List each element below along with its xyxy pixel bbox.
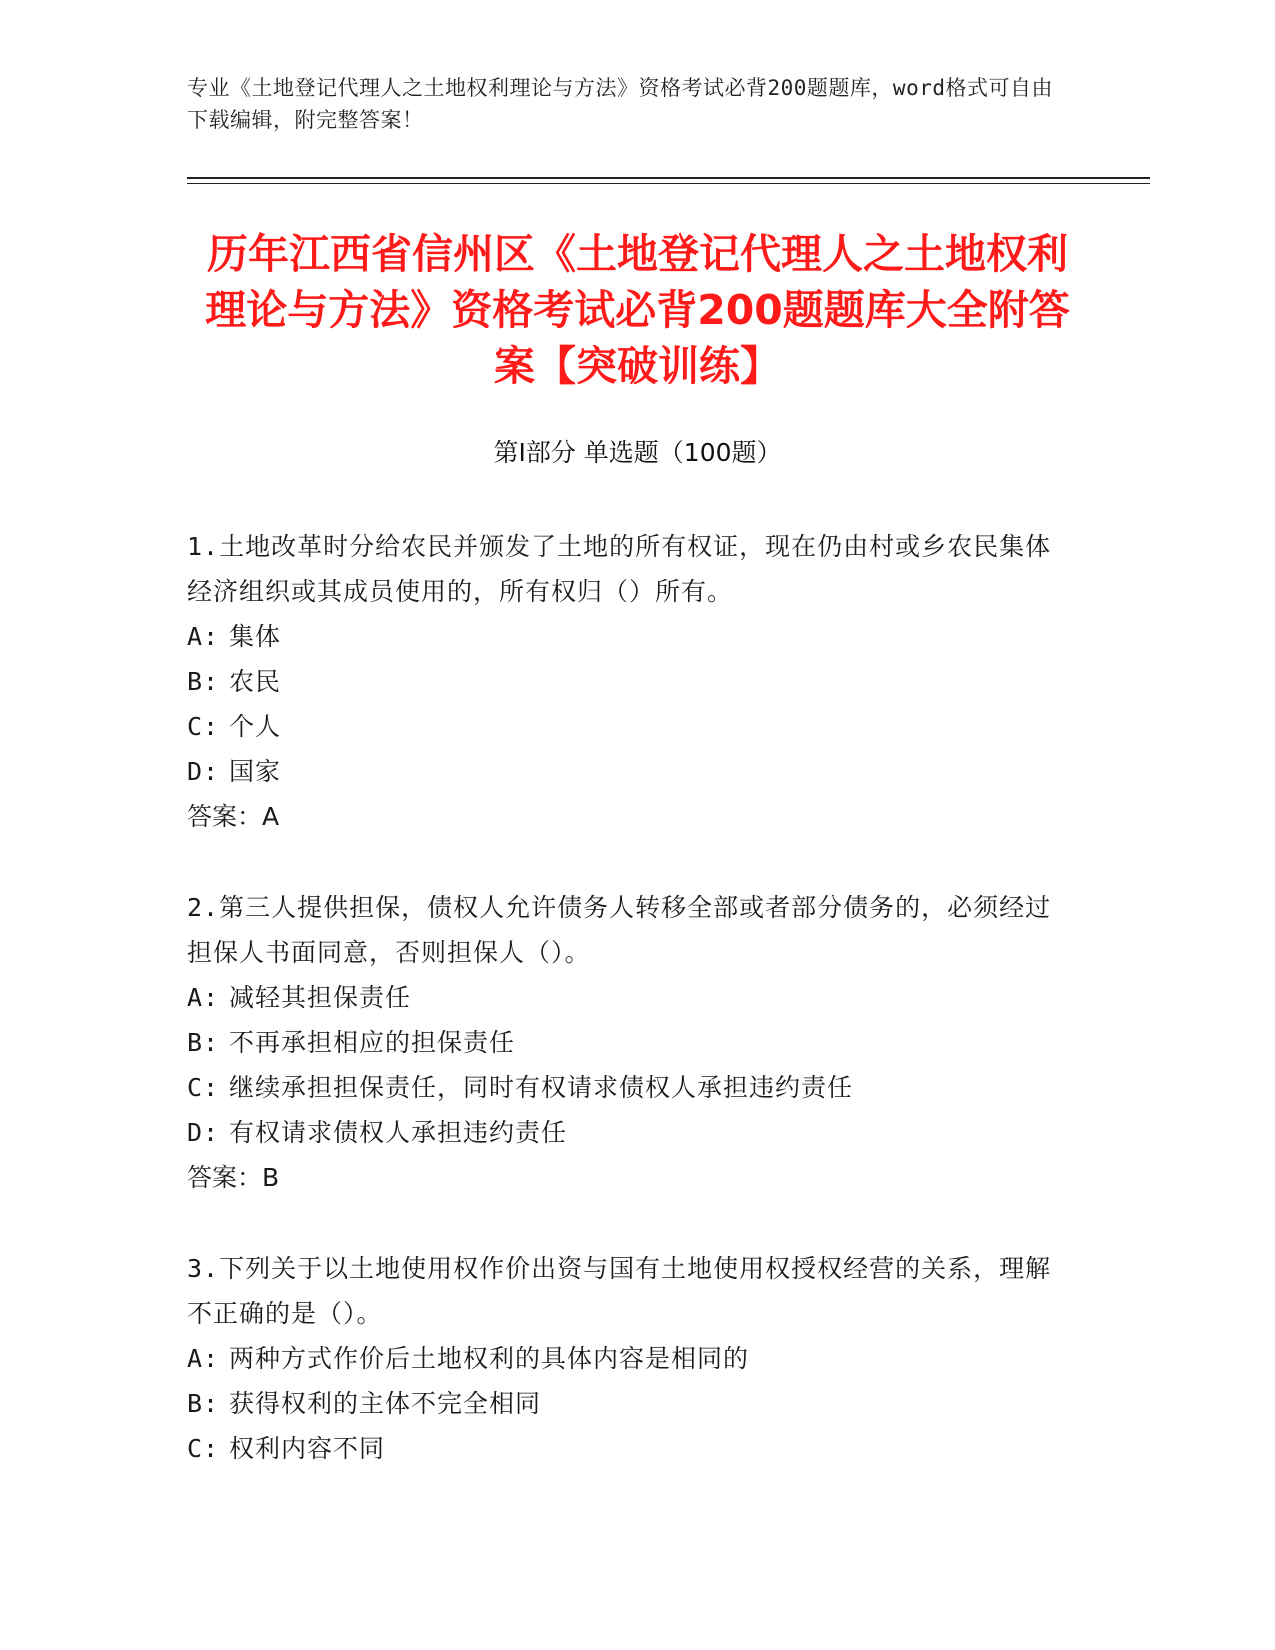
option-key: C: [187,712,220,741]
question-3 [187,1246,1067,1471]
option-a [187,975,1067,1020]
option-text: 集体 [229,622,282,651]
option-key: C: [187,1434,220,1463]
question-stem: 1.土地改革时分给农民并颁发了土地的所有权证，现在仍由村或乡农民集体经济组织或其成员使用的，所有权归（）所有。 [187,532,1052,606]
option-text: 两种方式作价后土地权利的具体内容是相同的 [229,1344,750,1373]
option-c [187,704,1067,749]
option-key: C: [187,1073,220,1102]
option-text: 减轻其担保责任 [229,983,412,1012]
section-heading: 第Ⅰ部分 单选题（100题） [493,438,782,467]
option-key: D: [187,757,220,786]
question-stem: 3.下列关于以土地使用权作价出资与国有土地使用权授权经营的关系，理解不正确的是（）。 [187,1254,1052,1328]
option-key: B: [187,1389,220,1418]
question-2 [187,885,1067,1200]
option-b [187,1381,1067,1426]
option-text: 农民 [229,667,282,696]
option-b [187,1020,1067,1065]
option-text: 继续承担担保责任，同时有权请求债权人承担违约责任 [229,1073,854,1102]
option-text: 获得权利的主体不完全相同 [229,1389,542,1418]
option-d [187,1110,1067,1155]
option-text: 国家 [229,757,282,786]
document-title: 历年江西省信州区《土地登记代理人之土地权利理论与方法》资格考试必背200题题库大全附答案【突破训练】 [205,230,1070,390]
option-key: A: [187,622,220,651]
option-c [187,1426,1067,1471]
option-b [187,659,1067,704]
question-stem: 2.第三人提供担保，债权人允许债务人转移全部或者部分债务的，必须经过担保人书面同意，否则担保人（）。 [187,893,1052,967]
option-text: 有权请求债权人承担违约责任 [229,1118,568,1147]
option-key: D: [187,1118,220,1147]
option-text: 权利内容不同 [229,1434,386,1463]
option-text: 不再承担相应的担保责任 [229,1028,516,1057]
option-key: B: [187,1028,220,1057]
option-key: B: [187,667,220,696]
header-rule-thin [187,183,1150,184]
option-text: 个人 [229,712,282,741]
header-note: 专业《土地登记代理人之土地权利理论与方法》资格考试必背200题题库，word格式可自由下载编辑，附完整答案！ [187,76,1053,132]
answer: 答案：A [187,802,280,831]
option-d [187,749,1067,794]
option-key: A: [187,1344,220,1373]
option-a [187,614,1067,659]
header-rule-thick [187,177,1150,179]
question-1 [187,524,1067,839]
question-list [187,524,1067,1517]
option-c [187,1065,1067,1110]
answer: 答案：B [187,1163,280,1192]
option-key: A: [187,983,220,1012]
option-a [187,1336,1067,1381]
